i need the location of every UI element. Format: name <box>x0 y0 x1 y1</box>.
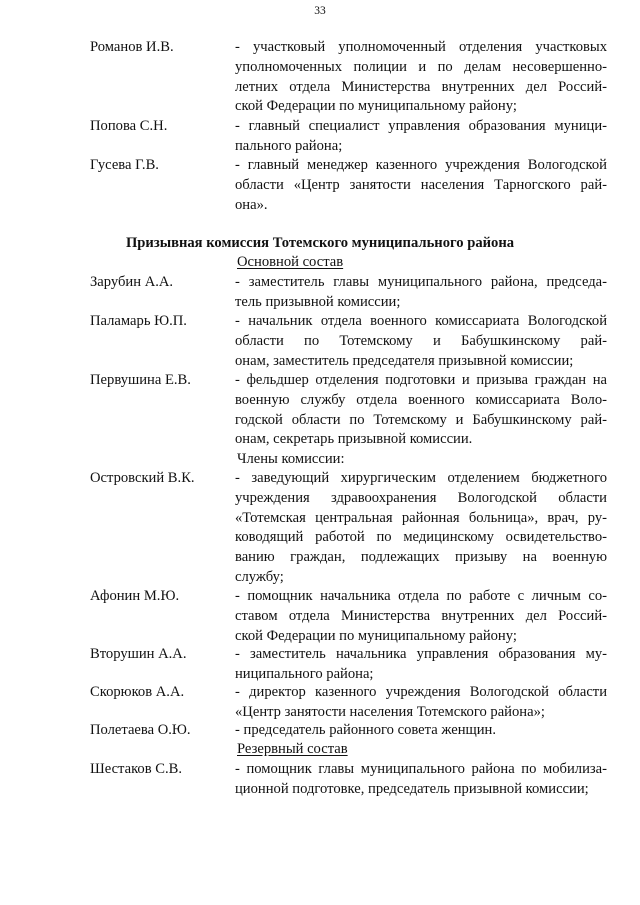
description-line: - фельдшер отделения подготовки и призыва граждан на <box>235 372 607 388</box>
page-number: 33 <box>314 5 326 17</box>
description-line: - главный специалист управления образования муници- <box>235 118 607 134</box>
description-line: - директор казенного учреждения Вологодской области <box>235 684 607 700</box>
description-line: - участковый уполномоченный отделения участковых <box>235 39 607 55</box>
person-description <box>235 645 607 685</box>
description-line: - заместитель главы муниципального района, председа- <box>235 274 607 290</box>
description-line: военную службу отдела военного комиссариата Воло- <box>235 391 607 408</box>
person-name: Афонин М.Ю. <box>90 588 180 604</box>
description-line: «Центр занятости населения Тотемского района»; <box>235 703 545 720</box>
description-line: ской Федерации по муниципальному району; <box>235 98 517 115</box>
person-name: Зарубин А.А. <box>90 274 174 290</box>
description-line: - главный менеджер казенного учреждения Вологодской <box>235 157 607 173</box>
person-description <box>235 312 607 371</box>
person-name: Первушина Е.В. <box>90 372 191 388</box>
person-name: Шестаков С.В. <box>90 761 183 777</box>
description-line: уполномоченных полиции и по делам несовершенно- <box>235 58 607 75</box>
description-line: ционной подготовке, председатель призывной комиссии; <box>235 780 589 797</box>
commission-title: Призывная комиссия Тотемского муниципального района <box>125 235 515 251</box>
person-name: Романов И.В. <box>90 39 174 55</box>
person-description <box>235 38 607 117</box>
person-name: Гусева Г.В. <box>90 157 159 173</box>
description-line: - начальник отдела военного комиссариата Вологодской <box>235 313 607 329</box>
description-line: онам, секретарь призывной комиссии. <box>235 431 473 448</box>
description-line: службу; <box>235 568 284 585</box>
person-description <box>235 117 607 157</box>
members-label: Члены комиссии: <box>237 451 345 467</box>
description-line: области «Центр занятости населения Тарногского рай- <box>235 176 607 193</box>
person-name: Попова С.Н. <box>90 118 168 134</box>
person-description <box>235 721 607 741</box>
person-name: Вторушин А.А. <box>90 646 187 662</box>
person-name: Островский В.К. <box>90 470 195 486</box>
description-line: ской Федерации по муниципальному району; <box>235 627 517 644</box>
person-description <box>235 587 607 646</box>
description-line: онам, заместитель председателя призывной комиссии; <box>235 352 574 369</box>
description-line: тель призывной комиссии; <box>235 293 401 310</box>
description-line: «Тотемская центральная районная больница», врач, ру- <box>235 509 607 526</box>
description-line: ководящий работой по медицинскому освидетельство- <box>235 529 607 546</box>
person-name: Паламарь Ю.П. <box>90 313 187 329</box>
description-line: - председатель районного совета женщин. <box>235 722 497 738</box>
description-line: летних отдела Министерства внутренних дел Россий- <box>235 78 607 95</box>
description-line: учреждения здравоохранения Вологодской области <box>235 489 607 506</box>
person-description <box>235 683 607 723</box>
person-description <box>235 273 607 313</box>
description-line: ниципального района; <box>235 665 374 682</box>
person-name: Полетаева О.Ю. <box>90 722 191 738</box>
person-description <box>235 469 607 588</box>
person-description <box>235 760 607 800</box>
description-line: - заместитель начальника управления образования му- <box>235 646 607 662</box>
description-line: годской области по Тотемскому и Бабушкинскому рай- <box>235 411 607 428</box>
description-line: - помощник начальника отдела по работе с личным со- <box>235 588 607 604</box>
description-line: области по Тотемскому и Бабушкинскому рай- <box>235 332 607 349</box>
description-line: - помощник главы муниципального района по мобилиза- <box>235 761 607 777</box>
description-line: - заведующий хирургическим отделением бюджетного <box>235 470 607 486</box>
description-line: ванию граждан, подлежащих призыву на военную <box>235 549 607 566</box>
person-name: Скорюков А.А. <box>90 684 185 700</box>
person-description <box>235 156 607 215</box>
main-composition-label: Основной состав <box>237 254 344 270</box>
person-description <box>235 371 607 450</box>
reserve-composition-label: Резервный состав <box>237 741 348 757</box>
description-line: пального района; <box>235 137 343 154</box>
description-line: ставом отдела Министерства внутренних дел Россий- <box>235 607 607 624</box>
description-line: она». <box>235 196 268 213</box>
